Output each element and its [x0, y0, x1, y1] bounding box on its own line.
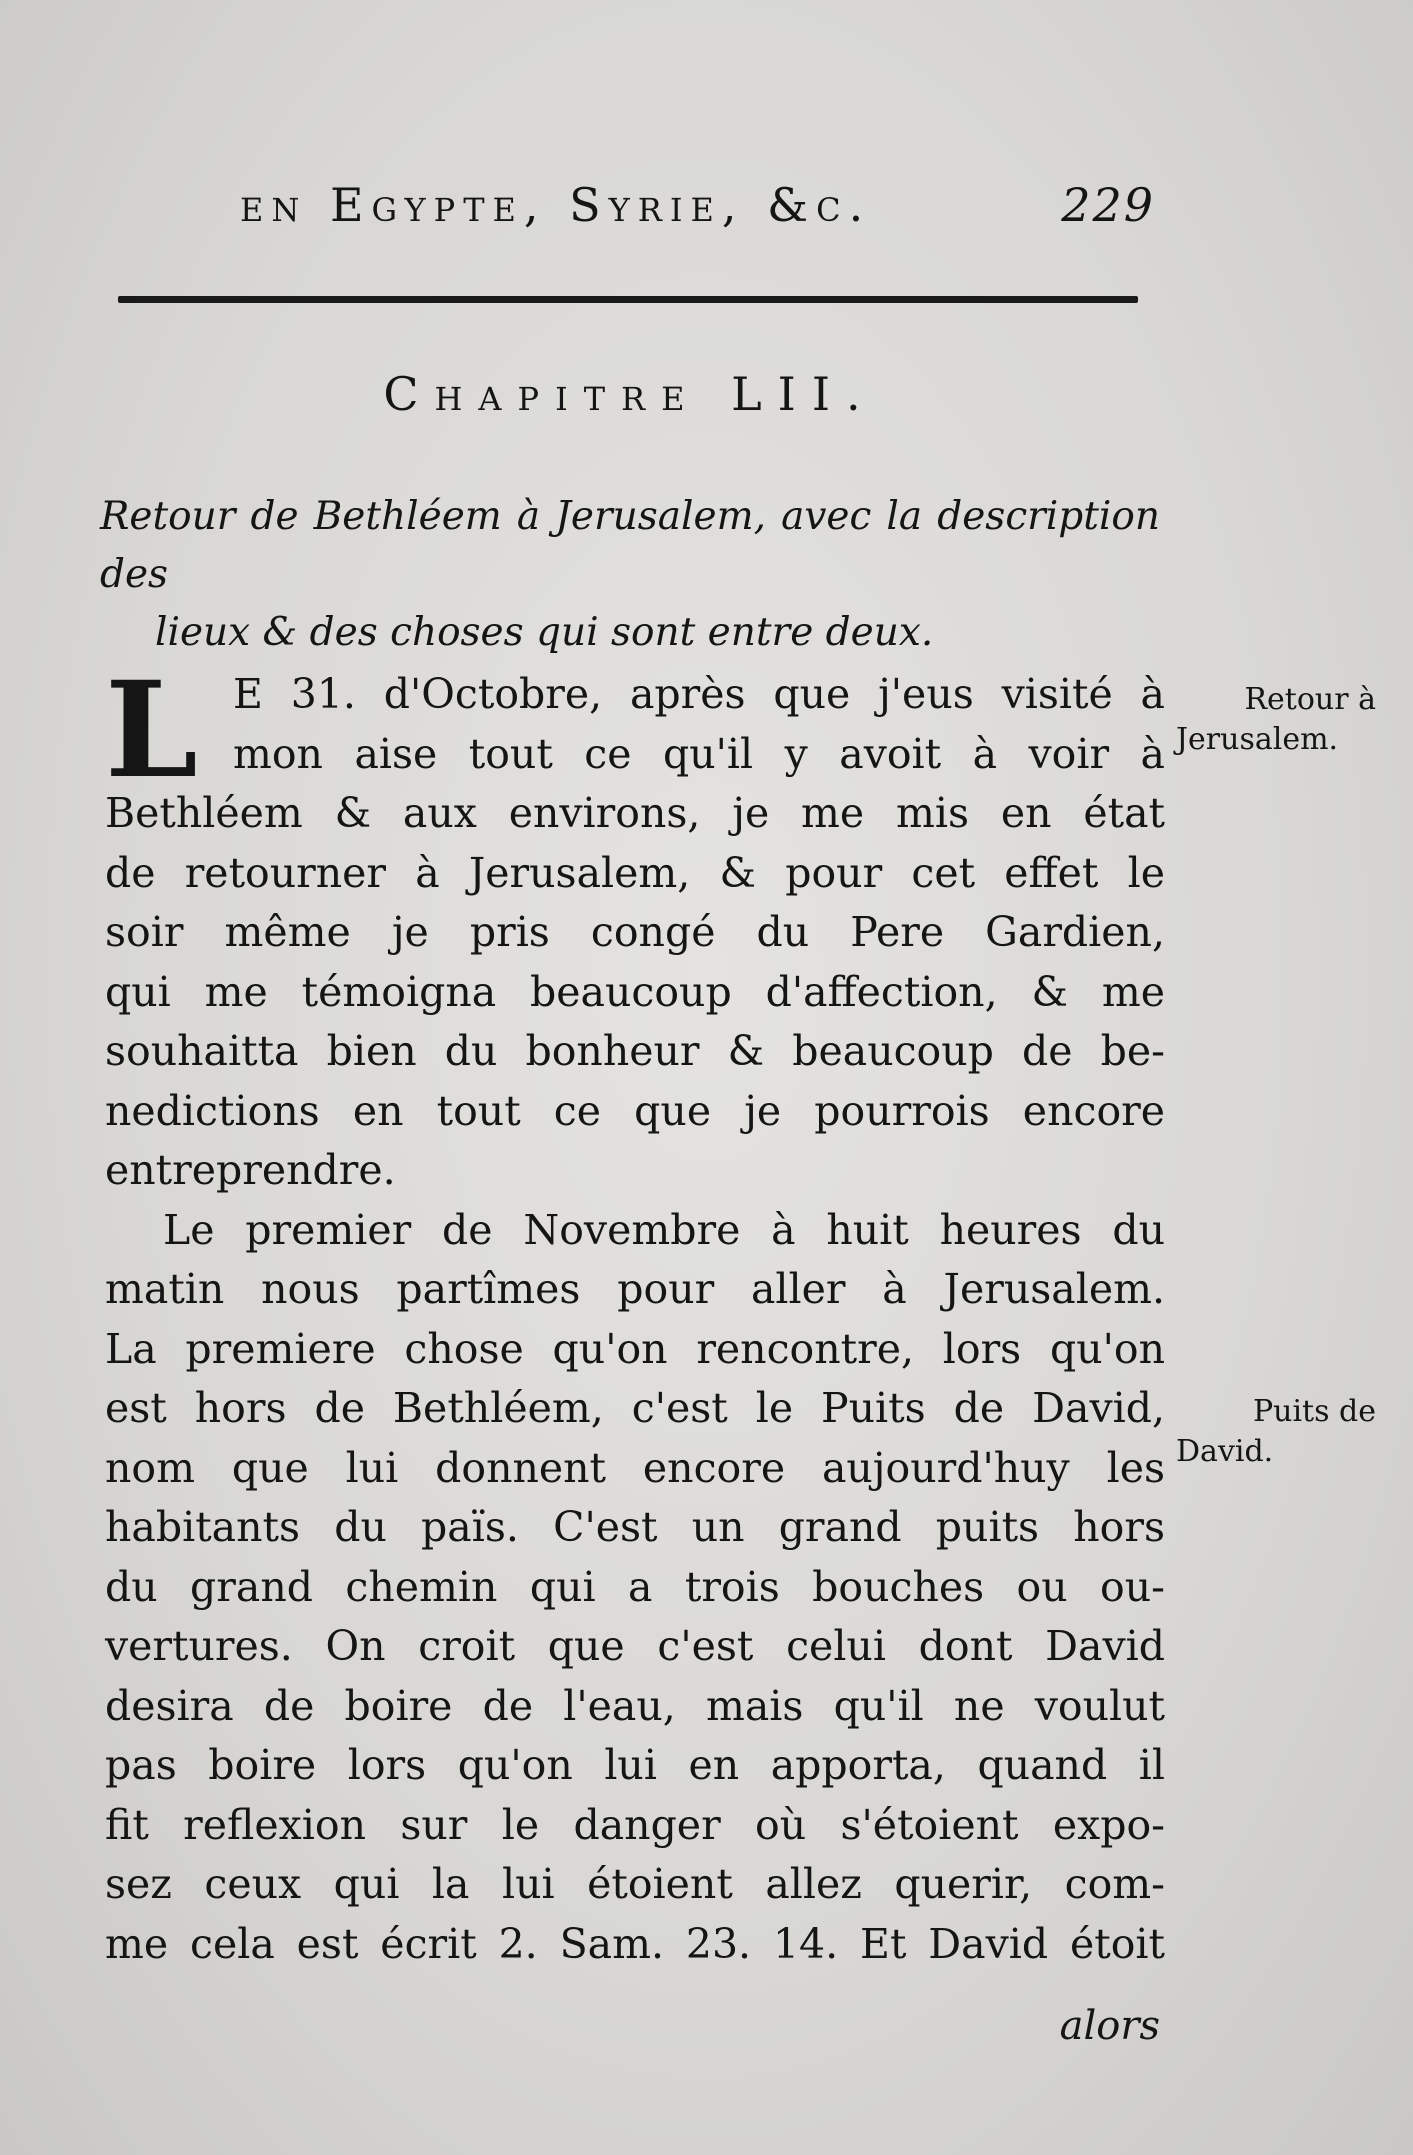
margin-note-line: David.: [1176, 1434, 1274, 1469]
header-rule: [118, 296, 1138, 303]
catchword: alors: [1059, 2003, 1160, 2049]
margin-note-puits: [1176, 1392, 1376, 1472]
text-line: du grand chemin qui a trois bouches ou ou-: [105, 1562, 1165, 1611]
page-number: 229: [1061, 178, 1155, 232]
chapter-summary-line: lieux & des choses qui sont entre deux.: [155, 610, 934, 655]
text-line: sez ceux qui la lui étoient allez querir, com-: [105, 1860, 1165, 1908]
text-line: La premiere chose qu'on rencontre, lors qu'on: [105, 1324, 1165, 1373]
text-line: entreprendre.: [105, 1146, 396, 1194]
text-line: nedictions en tout ce que je pourrois encore: [105, 1086, 1165, 1135]
text-line: de retourner à Jerusalem, & pour cet effet le: [105, 848, 1165, 897]
text-line: pas boire lors qu'on lui en apporta, quand il: [105, 1741, 1165, 1789]
text-line: soir même je pris congé du Pere Gardien,: [105, 908, 1165, 956]
body-text: [105, 653, 1165, 1974]
running-head: en Egypte, Syrie, &c.: [240, 178, 872, 232]
text-line: vertures. On croit que c'est celui dont David: [105, 1622, 1165, 1670]
text-line: souhaitta bien du bonheur & beaucoup de be-: [105, 1027, 1165, 1075]
chapter-summary: [100, 488, 1160, 662]
margin-note-retour: [1176, 680, 1376, 760]
text-line: me cela est écrit 2. Sam. 23. 14. Et David étoit: [105, 1919, 1165, 1968]
text-line: Le premier de Novembre à huit heures du: [163, 1205, 1165, 1254]
margin-note-line: Puits de: [1252, 1394, 1376, 1429]
text-line: mon aise tout ce qu'il y avoit à voir à: [233, 729, 1165, 778]
text-line: nom que lui donnent encore aujourd'huy les: [105, 1443, 1165, 1492]
chapter-summary-line: Retour de Bethléem à Jerusalem, avec la description des: [100, 494, 1160, 597]
margin-note-line: Jerusalem.: [1176, 722, 1339, 757]
text-line: desira de boire de l'eau, mais qu'il ne voulut: [105, 1681, 1165, 1730]
text-line: fit reflexion sur le danger où s'étoient expo-: [105, 1800, 1165, 1849]
margin-note-line: Retour à: [1244, 682, 1376, 717]
text-line: E 31. d'Octobre, après que j'eus visité à: [233, 670, 1165, 718]
text-line: qui me témoigna beaucoup d'affection, & me: [105, 967, 1165, 1016]
page-header: [240, 178, 1155, 238]
text-line: habitants du païs. C'est un grand puits hors: [105, 1503, 1165, 1551]
text-line: est hors de Bethléem, c'est le Puits de David,: [105, 1384, 1165, 1432]
text-line: matin nous partîmes pour aller à Jerusalem.: [105, 1265, 1165, 1313]
chapter-title: Chapitre LII.: [383, 367, 877, 421]
drop-cap: L: [105, 653, 198, 808]
text-line: Bethléem & aux environs, je me mis en état: [105, 789, 1165, 837]
